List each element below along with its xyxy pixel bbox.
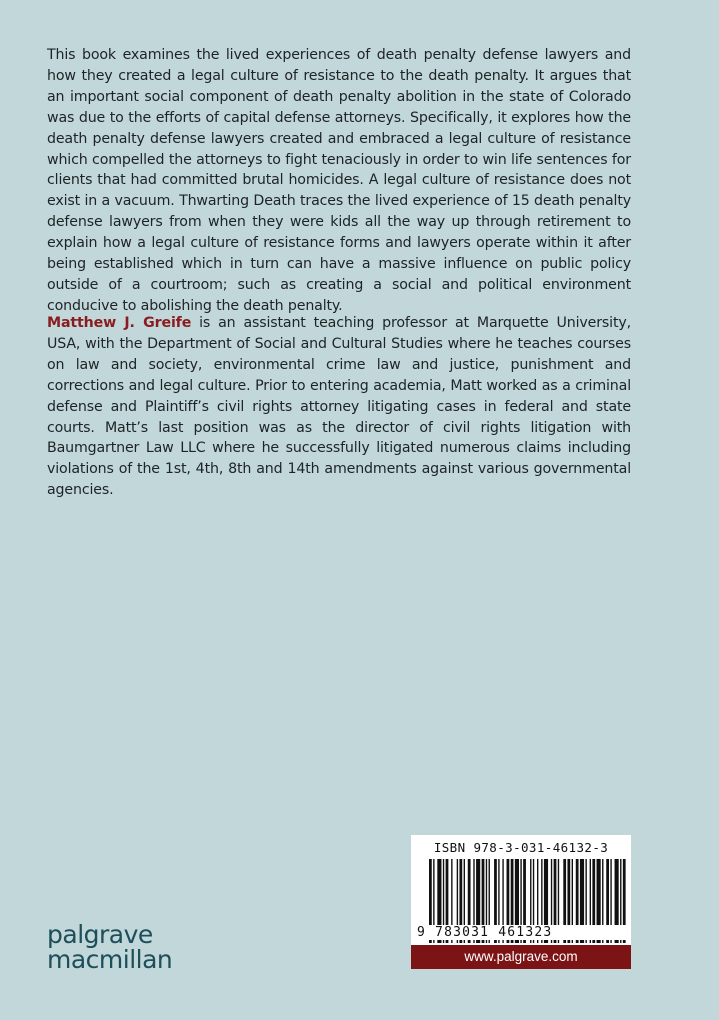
publisher-logo-line1: palgrave <box>47 920 153 949</box>
publisher-logo-line2: macmillan <box>47 945 173 974</box>
publisher-website: www.palgrave.com <box>411 945 631 969</box>
author-name: Matthew J. Greife <box>47 315 192 331</box>
isbn-label: ISBN 978-3-031-46132-3 <box>433 840 609 855</box>
author-bio <box>47 313 631 501</box>
book-blurb: This book examines the lived experiences of death penalty defense lawyers and how they created a legal culture of resistance to the death penalty. It argues that an important social component of death penalty abolition in the state of Colorado was due to the efforts of capital defense attorneys. Specifically, it explores how the death penalty defense lawyers created and embraced a legal culture of resistance which compelled the attorneys to fight tenaciously in order to win life sentences for clients that had committed brutal homicides. A legal culture of resistance does not exist in a vacuum. Thwarting Death traces the lived experience of 15 death penalty defense lawyers from when they were kids all the way up through retirement to explain how a legal culture of resistance forms and lawyers operate within it after being established which in turn can have a massive influence on public policy outside of a courtroom; such as creating a social and political environment conducive to abolishing the death penalty. <box>47 47 631 314</box>
publisher-logo <box>47 922 172 972</box>
author-bio-text: is an assistant teaching professor at Marquette University, USA, with the Department of Social and Cultural Studies where he teaches courses on law and society, environmental crime law and justice, punishment and corrections and legal culture. Prior to entering academia, Matt worked as a criminal defense and Plaintiff’s civil rights attorney litigating cases in federal and state courts. Matt’s last position was as the director of civil rights litigation with Baumgartner Law LLC where he successfully litigated numerous claims including violations of the 1st, 4th, 8th and 14th amendments against various governmental agencies. <box>47 315 631 499</box>
barcode-digits: 9 783031 461323 <box>417 925 627 940</box>
isbn-barcode <box>411 835 631 950</box>
